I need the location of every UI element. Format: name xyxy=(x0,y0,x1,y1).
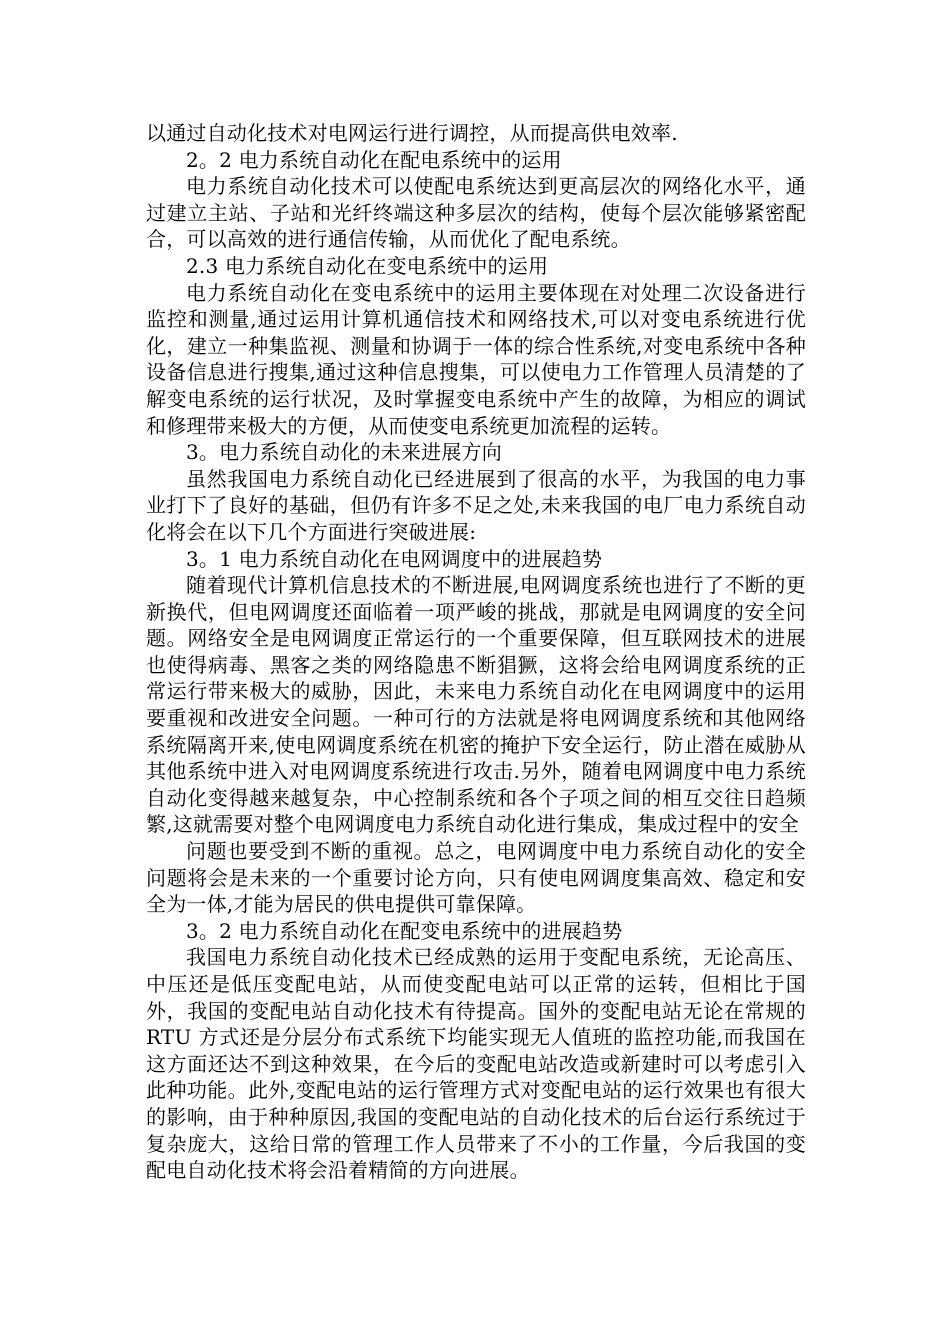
paragraph: 电力系统自动化在变电系统中的运用主要体现在对处理二次设备进行监控和测量,通过运用计算机通信技术和网络技术,可以对变电系统进行优化，建立一种集监视、测量和协调于一体的综合性系统,对变电系统中各种设备信息进行搜集,通过这种信息搜集，可以使电力工作管理人员清楚的了解变电系统的运行状况，及时掌握变电系统中产生的故障，为相应的调试和修理带来极大的方便，从而使变电系统更加流程的运转。 xyxy=(146,280,806,438)
paragraph: 虽然我国电力系统自动化已经进展到了很高的水平，为我国的电力事业打下了良好的基础，但仍有许多不足之处,未来我国的电厂电力系统自动化将会在以下几个方面进行突破进展: xyxy=(146,466,806,544)
paragraph: 以通过自动化技术对电网运行进行调控，从而提高供电效率. xyxy=(146,121,678,145)
section-heading: 3。1 电力系统自动化在电网调度中的进展趋势 xyxy=(186,546,603,571)
paragraph: 问题也要受到不断的重视。总之，电网调度中电力系统自动化的安全问题将会是未来的一个重要讨论方向，只有使电网调度集高效、稳定和安全为一体,才能为居民的供电提供可靠保障。 xyxy=(146,839,806,917)
paragraph: 随着现代计算机信息技术的不断进展,电网调度系统也进行了不断的更新换代，但电网调度还面临着一项严峻的挑战，那就是电网调度的安全问题。网络安全是电网调度正常运行的一个重要保障，但互联网技术的进展也使得病毒、黑客之类的网络隐患不断猖獗，这将会给电网调度系统的正常运行带来极大的威胁，因此，未来电力系统自动化在电网调度中的运用要重视和改进安全问题。一种可行的方法就是将电网调度系统和其他网络系统隔离开来,使电网调度系统在机密的掩护下安全运行，防止潜在威胁从其他系统中进入对电网调度系统进行攻击.另外，随着电网调度中电力系统自动化变得越来越复杂，中心控制系统和各个子项之间的相互交往日趋频繁,这就需要对整个电网调度电力系统自动化进行集成，集成过程中的安全 xyxy=(146,573,806,837)
section-heading: 2.3 电力系统自动化在变电系统中的运用 xyxy=(186,253,549,278)
section-heading: 3。电力系统自动化的未来进展方向 xyxy=(186,440,502,465)
document-page xyxy=(146,120,806,1184)
section-heading: 3。2 电力系统自动化在配变电系统中的进展趋势 xyxy=(186,918,623,943)
section-heading: 2。2 电力系统自动化在配电系统中的运用 xyxy=(186,147,562,172)
paragraph: 电力系统自动化技术可以使配电系统达到更高层次的网络化水平，通过建立主站、子站和光纤终端这种多层次的结构，使每个层次能够紧密配合，可以高效的进行通信传输，从而优化了配电系统。 xyxy=(146,174,806,252)
paragraph: 我国电力系统自动化技术已经成熟的运用于变配电系统，无论高压、中压还是低压变配电站，从而使变配电站可以正常的运转，但相比于国外，我国的变配电站自动化技术有待提高。国外的变配电站无论在常规的 RTU 方式还是分层分布式系统下均能实现无人值班的监控功能,而我国在这方面还达不到这种效果，在今后的变配电站改造或新建时可以考虑引入此种功能。此外,变配电站的运行管理方式对变配电站的运行效果也有很大的影响，由于种种原因,我国的变配电站的自动化技术的后台运行系统过于复杂庞大，这给日常的管理工作人员带来了不小的工作量，今后我国的变配电自动化技术将会沿着精简的方向进展。 xyxy=(146,945,806,1183)
